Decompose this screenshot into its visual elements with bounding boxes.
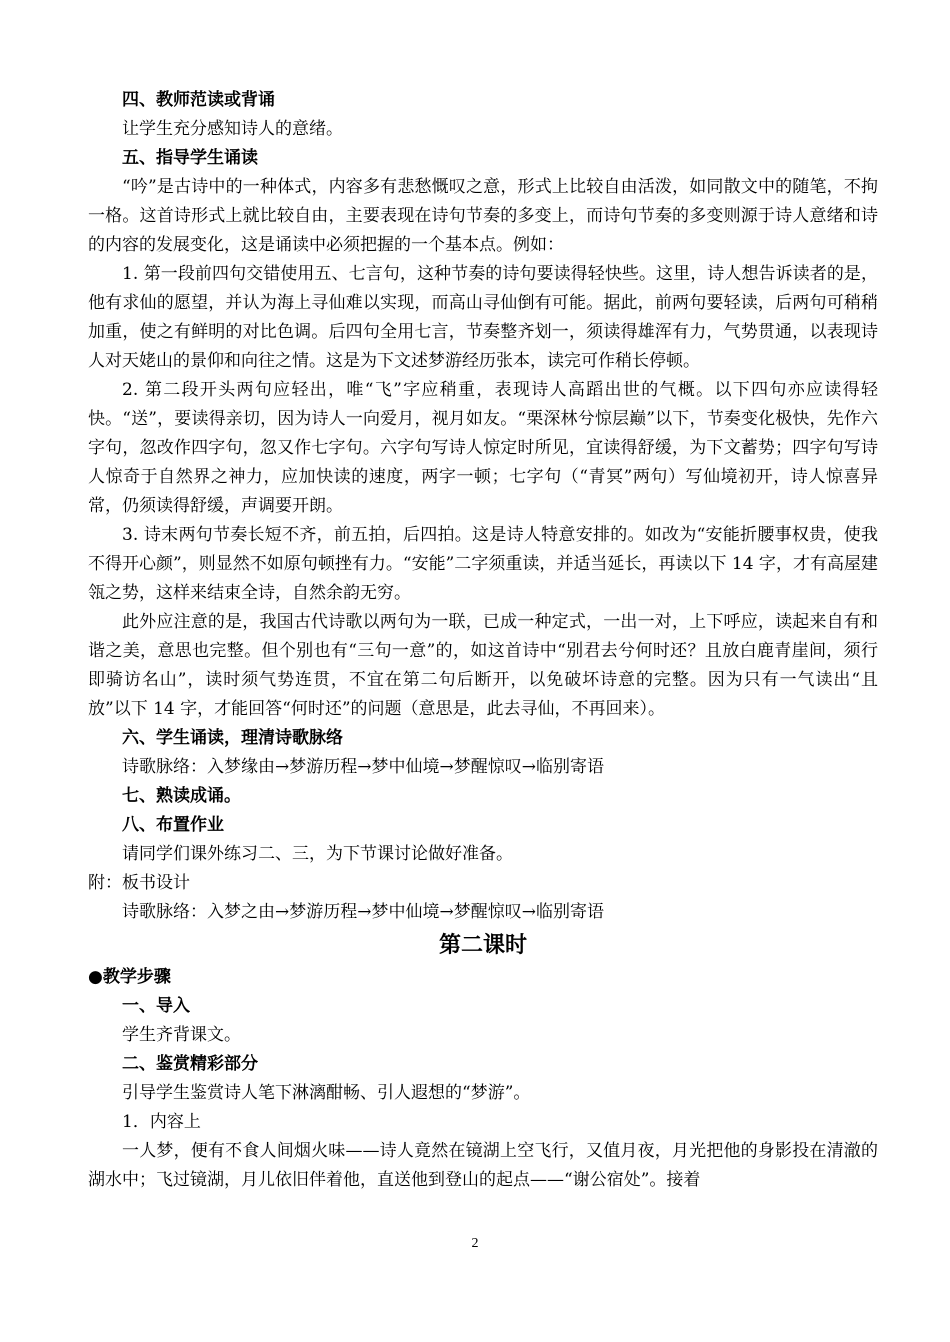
paragraph: 1. 第一段前四句交错使用五、七言句，这种节奏的诗句要读得轻快些。这里，诗人想告诉读者的是，他有求仙的愿望，并认为海上寻仙难以实现，而高山寻仙倒有可能。据此，前两句要轻读，后两句可稍稍加重，使之有鲜明的对比色调。后四句全用七言，节奏整齐划一，须读得雄浑有力，气势贯通，以表现诗人对天姥山的景仰和向往之情。这是为下文述梦游经历张本，读完可作稍长停顿。 [88, 264, 878, 371]
paragraph: 诗歌脉络：入梦之由→梦游历程→梦中仙境→梦醒惊叹→临别寄语 [122, 902, 604, 922]
page-number: 2 [471, 1236, 479, 1251]
paragraph: 此外应注意的是，我国古代诗歌以两句为一联，已成一种定式，一出一对，上下呼应，读起来自有和谐之美，意思也完整。但个别也有“三句一意”的，如这首诗中“别君去兮何时还？且放白鹿青崖间，须行即骑访名山”，读时须气势连贯，不宜在第二句后断开，以免破坏诗意的完整。因为只有一气读出“且放”以下 14 字，才能回答“何时还”的问题（意思是，此去寻仙，不再回来）。 [88, 612, 878, 719]
appendix-label: 附：板书设计 [88, 873, 190, 893]
paragraph: 学生齐背课文。 [122, 1025, 241, 1045]
paragraph: 3. 诗末两句节奏长短不齐，前五拍，后四拍。这是诗人特意安排的。如改为“安能折腰事权贵，使我不得开心颜”，则显然不如原句顿挫有力。“安能”二字须重读，并适当延长，再读以下 14 字，才有高屋建瓴之势，这样来结束全诗，自然余韵无穷。 [88, 525, 878, 603]
paragraph: 1．内容上 [122, 1112, 201, 1132]
paragraph: 诗歌脉络：入梦缘由→梦游历程→梦中仙境→梦醒惊叹→临别寄语 [122, 757, 604, 777]
document-body [88, 86, 878, 1195]
paragraph: “吟”是古诗中的一种体式，内容多有悲愁慨叹之意，形式上比较自由活泼，如同散文中的随笔，不拘一格。这首诗形式上就比较自由，主要表现在诗句节奏的多变上，而诗句节奏的多变则源于诗人意绪和诗的内容的发展变化，这是诵读中必须把握的一个基本点。例如： [88, 177, 878, 255]
heading-steps: ●教学步骤 [88, 967, 171, 987]
paragraph: 引导学生鉴赏诗人笔下淋漓酣畅、引人遐想的“梦游”。 [122, 1083, 531, 1103]
section-title: 第二课时 [438, 933, 527, 958]
heading-teacher-reading: 四、教师范读或背诵 [122, 90, 275, 110]
paragraph: 让学生充分感知诗人的意绪。 [122, 119, 343, 139]
heading-homework: 八、布置作业 [122, 815, 224, 835]
heading-student-reading: 六、学生诵读，理清诗歌脉络 [122, 728, 343, 748]
paragraph: 请同学们课外练习二、三，为下节课讨论做好准备。 [122, 844, 513, 864]
paragraph: 2. 第二段开头两句应轻出，唯“飞”字应稍重，表现诗人高蹈出世的气概。以下四句亦应读得轻快。“送”，要读得亲切，因为诗人一向爱月，视月如友。“栗深林兮惊层巅”以下，节奏变化极快，先作六字句，忽改作四字句，忽又作七字句。六字句写诗人惊定时所见，宜读得舒缓，为下文蓄势；四字句写诗人惊奇于自然界之神力，应加快读的速度，两字一顿；七字句（“青冥”两句）写仙境初开，诗人惊喜异常，仍须读得舒缓，声调要开朗。 [88, 380, 878, 516]
heading-guide-reading: 五、指导学生诵读 [122, 148, 258, 168]
heading-appreciation: 二、鉴赏精彩部分 [122, 1054, 258, 1074]
heading-intro: 一、导入 [122, 996, 190, 1016]
paragraph: 一人梦，便有不食人间烟火味——诗人竟然在镜湖上空飞行，又值月夜，月光把他的身影投在清澈的湖水中；飞过镜湖，月儿依旧伴着他，直送他到登山的起点——“谢公宿处”。接着 [88, 1141, 878, 1190]
heading-recite: 七、熟读成诵。 [122, 786, 241, 806]
